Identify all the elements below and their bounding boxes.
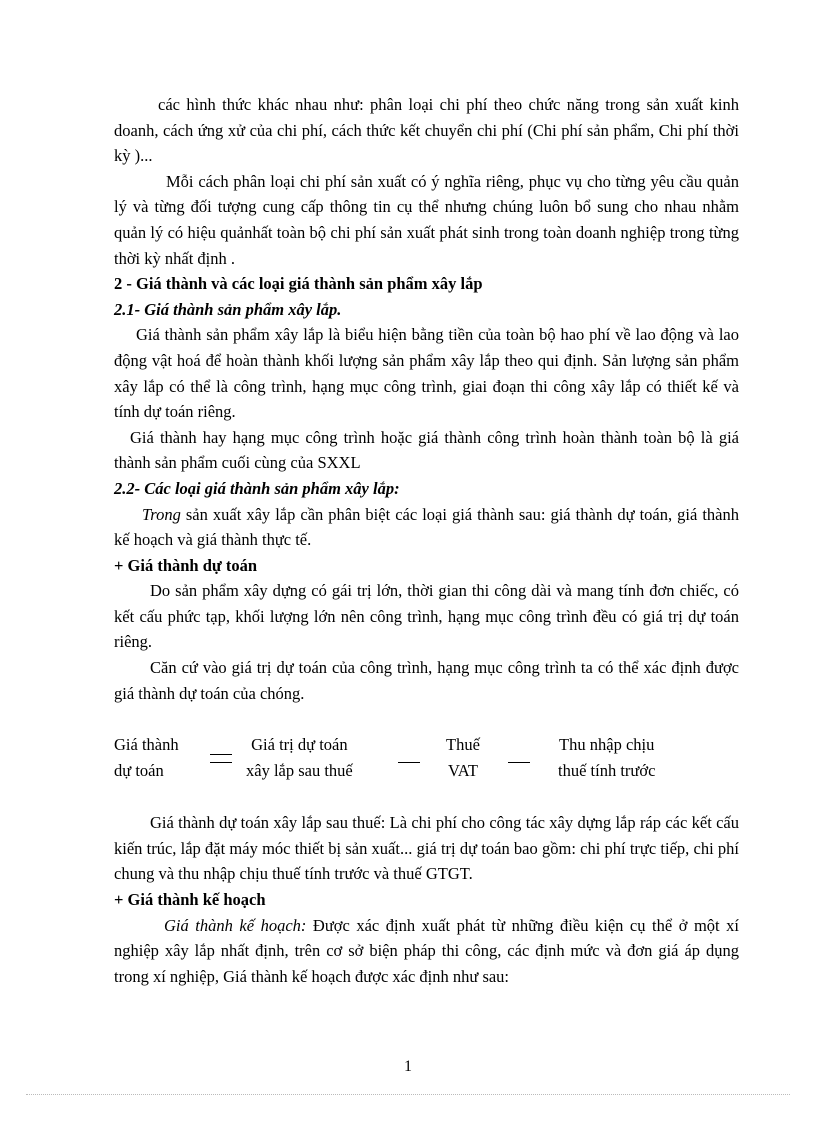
formula-term-line: Thuế [446, 735, 480, 755]
italic-lead-term: Giá thành kế hoạch: [164, 915, 307, 935]
subsection-heading-2-2: 2.2- Các loại giá thành sản phẩm xây lắp: [114, 478, 400, 498]
formula-term-estimated-cost [114, 732, 179, 783]
page-number: 1 [404, 1058, 412, 1075]
formula-term-estimate-value [246, 732, 353, 783]
paragraph-planned-cost [114, 913, 739, 990]
paragraph-cost-classification: các hình thức khác nhau như: phân loại chi phí theo chức năng trong sản xuất kinh doanh, cách ứng xử của chi phí, cách thức kết chuyển chi phí (Chi phí sản phẩm, Chi phí thời kỳ )... [114, 95, 739, 166]
paragraph-cost-types [114, 502, 739, 553]
italic-lead-word: Trong [142, 504, 181, 524]
paragraph-planned-cost-text: Được xác định xuất phát từ những điều kiện cụ thể ở một xí nghiệp xây lắp nhất định, trên cơ sở biện pháp thi công, các định mức và đơn giá áp dụng trong xí nghiệp, Giá thành kế hoạch được xác định như sau: [114, 915, 739, 986]
formula-term-line: dự toán [114, 760, 164, 780]
formula-term-line: thuế tính trước [558, 760, 656, 780]
formula-term-pretax-income [558, 732, 655, 783]
formula-term-line: VAT [447, 760, 478, 780]
subsection-heading-2-1: 2.1- Giá thành sản phẩm xây lắp. [114, 299, 342, 319]
document-body [114, 92, 739, 989]
formula-equals-sign-bar [210, 762, 232, 763]
formula-term-line: Giá trị dự toán [251, 735, 348, 755]
heading-planned-cost: + Giá thành kế hoạch [114, 890, 266, 910]
paragraph-estimated-cost-reason: Do sản phẩm xây dựng có gái trị lớn, thời gian thi công dài và mang tính đơn chiếc, có kết cấu phức tạp, khối lượng lớn nên công trình, hạng mục công trình đều có giá trị dự toán riêng. [114, 581, 739, 652]
formula-minus-sign [508, 762, 530, 763]
paragraph-estimated-cost-basis: Căn cứ vào giá trị dự toán của công trình, hạng mục công trình ta có thể xác định được giá thành dự toán của chóng. [114, 658, 739, 703]
page-bottom-dotted-rule [26, 1094, 790, 1095]
formula-term-line: Giá thành [114, 735, 179, 755]
heading-estimated-cost: + Giá thành dự toán [114, 555, 258, 575]
paragraph-post-tax-estimate: Giá thành dự toán xây lắp sau thuế: Là chi phí cho công tác xây dựng lắp ráp các kết cấu kiến trúc, lắp đặt máy móc thiết bị sản xuất... giá trị dự toán bao gồm: chi phí trực tiếp, chi phí chung và thu nhập chịu thuế tính trước và thuế GTGT. [114, 813, 739, 884]
paragraph-final-product-cost: Giá thành hay hạng mục công trình hoặc giá thành công trình hoàn thành toàn bộ là giá thành sản phẩm cuối cùng của SXXL [114, 427, 739, 473]
formula-term-vat [446, 732, 480, 783]
formula-minus-sign [398, 762, 420, 763]
paragraph-classification-meaning: Mỗi cách phân loại chi phí sản xuất có ý nghĩa riêng, phục vụ cho từng yêu cầu quản lý và từng đối tượng cung cấp thông tin cụ thể nhưng chúng luôn bổ sung cho nhau nhằm quản lý có hiệu quảnhất toàn bộ chi phí sản xuất phát sinh trong toàn doanh nghiệp trong từng thời kỳ nhất định . [114, 171, 739, 268]
formula-term-line: Thu nhập chịu [559, 735, 655, 755]
formula-term-line: xây lắp sau thuế [246, 760, 353, 780]
estimated-cost-formula [114, 732, 739, 784]
paragraph-product-cost-definition: Giá thành sản phẩm xây lắp là biểu hiện bằng tiền của toàn bộ hao phí về lao động và lao động vật hoá để hoàn thành khối lượng sản phẩm xây lắp theo qui định. Sản lượng sản phẩm xây lắp có thể là công trình, hạng mục công trình, giai đoạn thi công xây lắp có thiết kế và tính dự toán riêng. [114, 325, 739, 422]
paragraph-cost-types-text: sản xuất xây lắp cần phân biệt các loại giá thành sau: giá thành dự toán, giá thành kế hoạch và giá thành thực tế. [114, 504, 739, 550]
section-heading-2: 2 - Giá thành và các loại giá thành sản phẩm xây lắp [114, 274, 483, 294]
formula-equals-sign [210, 754, 232, 755]
